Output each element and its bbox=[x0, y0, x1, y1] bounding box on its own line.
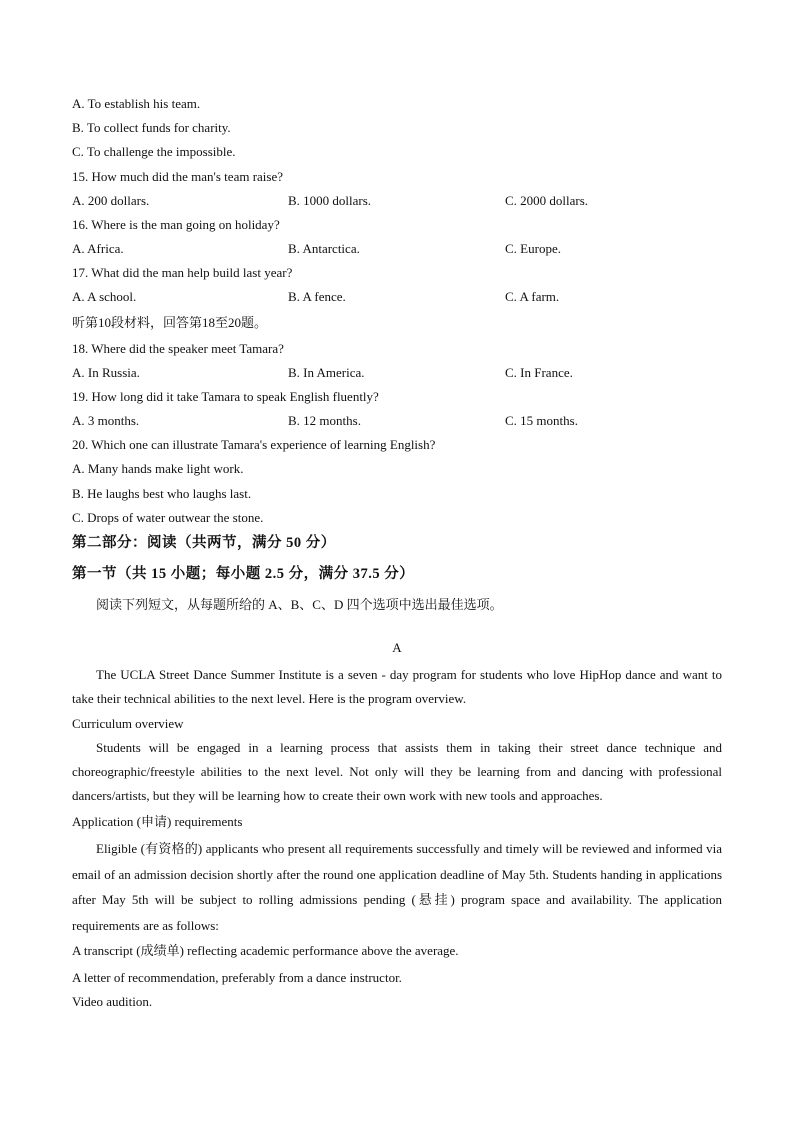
q17-options bbox=[72, 289, 722, 305]
q20-option-b: B. He laughs best who laughs last. bbox=[72, 486, 252, 501]
q18-option-b: B. In America. bbox=[288, 365, 365, 380]
q16-question: 16. Where is the man going on holiday? bbox=[72, 217, 280, 232]
q14-option-b: B. To collect funds for charity. bbox=[72, 120, 231, 135]
requirement-video: Video audition. bbox=[72, 994, 153, 1009]
passage-letter: A bbox=[392, 640, 402, 655]
passage-intro: The UCLA Street Dance Summer Institute is a seven - day program for students who love HipHop dance and want to take their technical abilities to the next level. Here is the program overview. bbox=[72, 667, 722, 707]
application-text: Eligible (有资格的) applicants who present all requirements successfully and timely will be reviewed and informed via email of an admission decision shortly after the round one application deadline of May 5th. Students handing in applications after May 5th will be subject to rolling admissions pending (悬挂) program space and availability. The application requirements are as follows: bbox=[72, 841, 722, 933]
reading-instruction: 阅读下列短文，从每题所给的 A、B、C、D 四个选项中选出最佳选项。 bbox=[96, 597, 503, 612]
q18-option-a: A. In Russia. bbox=[72, 365, 140, 380]
q19-option-a: A. 3 months. bbox=[72, 413, 140, 428]
curriculum-text: Students will be engaged in a learning process that assists them in taking their street dance technique and choreographic/freestyle abilities to the next level. Not only will they be learning from and dancing with professional dancers/artists, but they will be learning how to create their own work with new tools and approaches. bbox=[72, 740, 722, 804]
q20-option-c: C. Drops of water outwear the stone. bbox=[72, 510, 264, 525]
q18-option-c: C. In France. bbox=[505, 365, 573, 380]
part2-heading: 第二部分：阅读（共两节，满分 50 分） bbox=[72, 535, 336, 551]
curriculum-heading: Curriculum overview bbox=[72, 716, 184, 731]
requirement-transcript: A transcript (成绩单) reflecting academic performance above the average. bbox=[72, 943, 459, 958]
q15-options bbox=[72, 193, 722, 209]
q16-option-c: C. Europe. bbox=[505, 241, 561, 256]
requirement-recommendation: A letter of recommendation, preferably from a dance instructor. bbox=[72, 970, 402, 985]
application-heading: Application (申请) requirements bbox=[72, 814, 243, 829]
section10-instruction: 听第10段材料，回答第18至20题。 bbox=[72, 315, 268, 330]
q19-question: 19. How long did it take Tamara to speak English fluently? bbox=[72, 389, 379, 404]
q18-question: 18. Where did the speaker meet Tamara? bbox=[72, 341, 284, 356]
q17-option-c: C. A farm. bbox=[505, 289, 560, 304]
q18-options bbox=[72, 365, 722, 381]
q16-option-b: B. Antarctica. bbox=[288, 241, 360, 256]
q19-option-b: B. 12 months. bbox=[288, 413, 361, 428]
q16-options bbox=[72, 241, 722, 257]
q15-option-a: A. 200 dollars. bbox=[72, 193, 150, 208]
q14-option-c: C. To challenge the impossible. bbox=[72, 144, 236, 159]
q17-question: 17. What did the man help build last year? bbox=[72, 265, 293, 280]
q20-question: 20. Which one can illustrate Tamara's experience of learning English? bbox=[72, 437, 436, 452]
q17-option-b: B. A fence. bbox=[288, 289, 346, 304]
q15-option-b: B. 1000 dollars. bbox=[288, 193, 372, 208]
q17-option-a: A. A school. bbox=[72, 289, 137, 304]
q15-question: 15. How much did the man's team raise? bbox=[72, 169, 284, 184]
q14-option-a: A. To establish his team. bbox=[72, 96, 201, 111]
q19-option-c: C. 15 months. bbox=[505, 413, 578, 428]
q15-option-c: C. 2000 dollars. bbox=[505, 193, 589, 208]
q16-option-a: A. Africa. bbox=[72, 241, 124, 256]
section1-heading: 第一节（共 15 小题；每小题 2.5 分，满分 37.5 分） bbox=[72, 566, 415, 582]
q20-option-a: A. Many hands make light work. bbox=[72, 461, 244, 476]
q19-options bbox=[72, 413, 722, 429]
